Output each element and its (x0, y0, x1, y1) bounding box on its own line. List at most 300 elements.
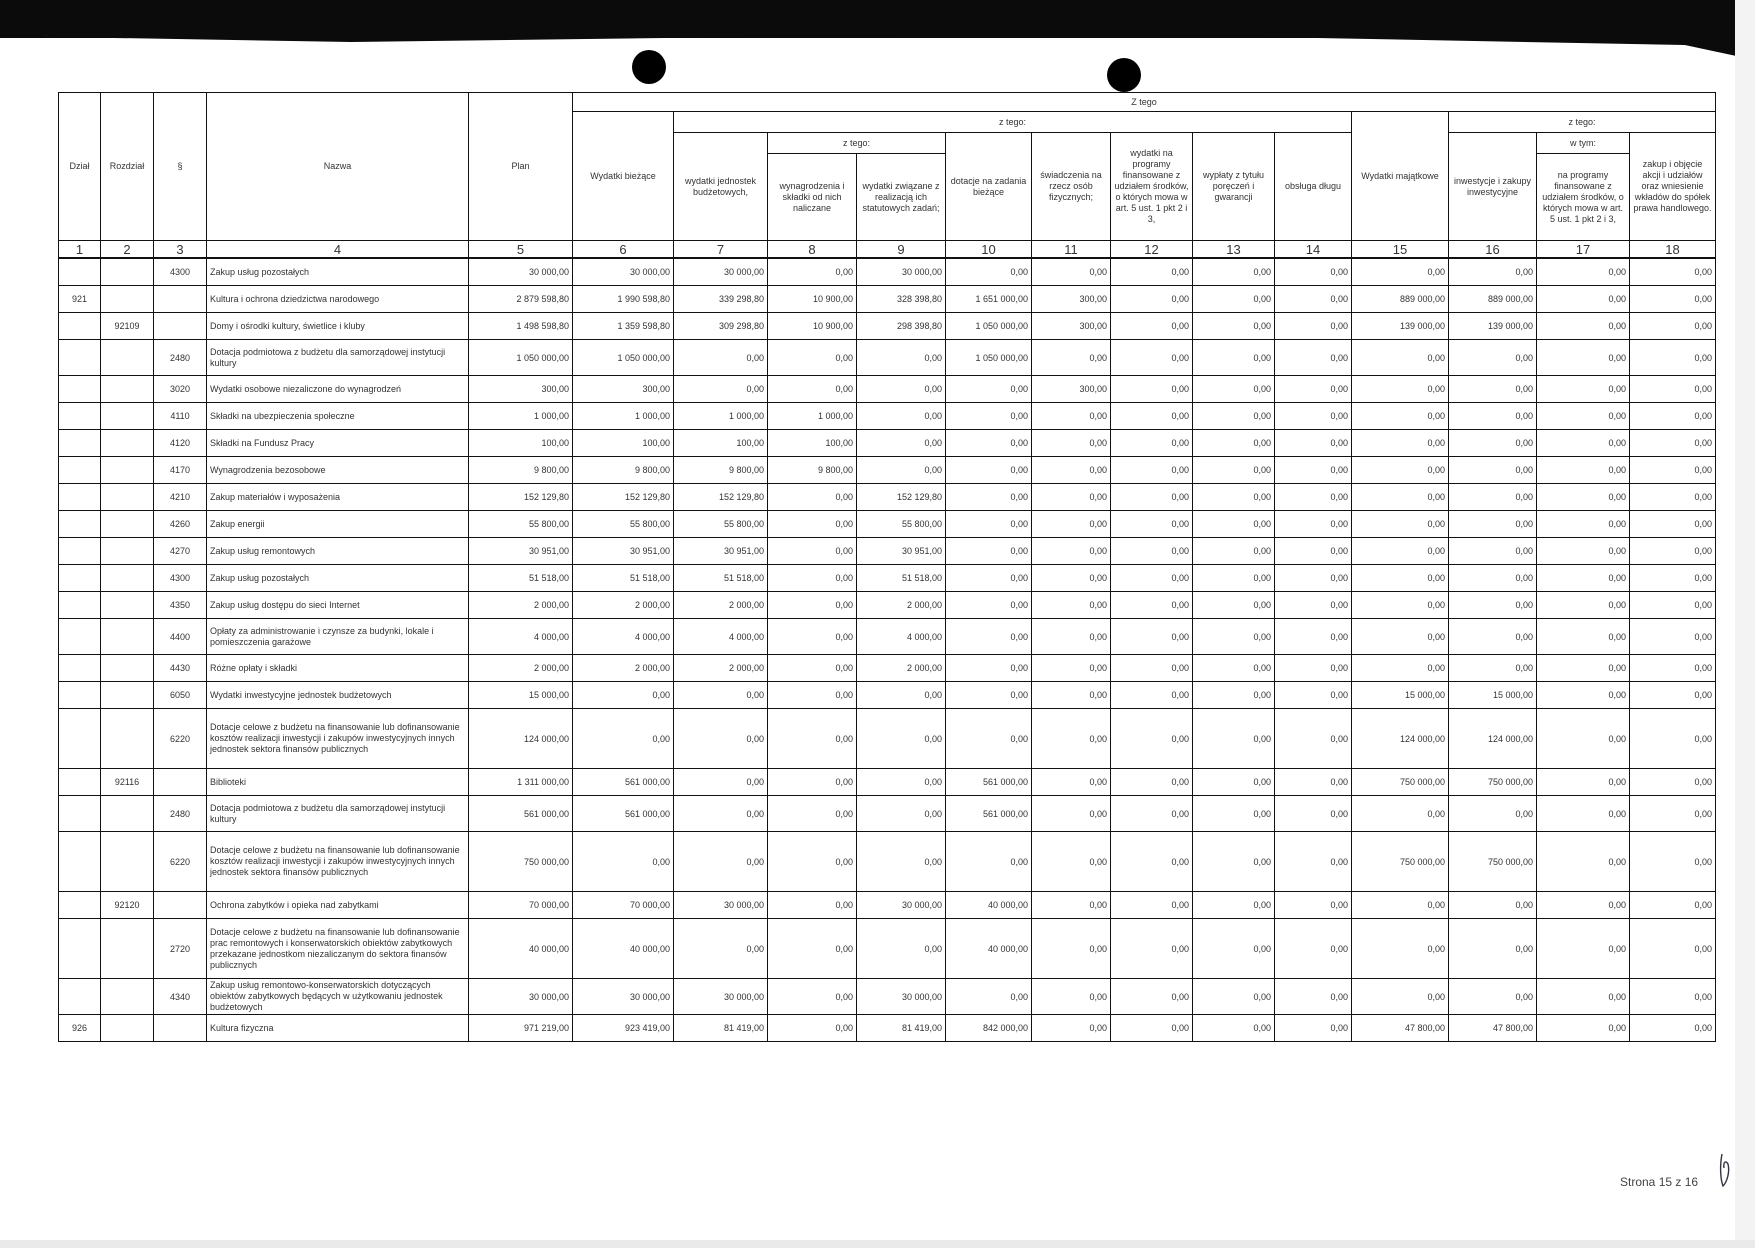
cell-wyplaty: 0,00 (1193, 565, 1275, 592)
cell-wyplaty: 0,00 (1193, 457, 1275, 484)
cell-zakup-akcji: 0,00 (1630, 403, 1716, 430)
cell-programy-ue: 0,00 (1111, 286, 1193, 313)
cell-wydatki-biezace: 9 800,00 (573, 457, 674, 484)
cell-wydatki-majatkowe: 0,00 (1352, 919, 1449, 979)
cell-inwestycje: 889 000,00 (1449, 286, 1537, 313)
cell-wydatki-zwiazane: 0,00 (857, 340, 946, 376)
cell-nazwa: Zakup materiałów i wyposażenia (207, 484, 469, 511)
column-number: 8 (768, 241, 857, 259)
cell-plan: 152 129,80 (469, 484, 573, 511)
cell-plan: 70 000,00 (469, 892, 573, 919)
cell-inwestycje: 47 800,00 (1449, 1015, 1537, 1042)
table-row (59, 457, 1716, 484)
column-number: 3 (154, 241, 207, 259)
cell-wydatki-zwiazane: 298 398,80 (857, 313, 946, 340)
cell-inwestycje: 0,00 (1449, 919, 1537, 979)
cell-wydatki-majatkowe: 47 800,00 (1352, 1015, 1449, 1042)
cell-dzial: 926 (59, 1015, 101, 1042)
cell-inwestycje: 0,00 (1449, 619, 1537, 655)
cell-paragraf (154, 769, 207, 796)
header-dzial: Dział (59, 93, 101, 241)
header-z-tego-biezace: z tego: (674, 112, 1352, 133)
cell-dotacje: 1 050 000,00 (946, 340, 1032, 376)
cell-wydatki-biezace: 100,00 (573, 430, 674, 457)
cell-wydatki-jednostek: 339 298,80 (674, 286, 768, 313)
cell-rozdzial (101, 919, 154, 979)
cell-obsluga-dlugu: 0,00 (1275, 403, 1352, 430)
cell-inwestycje: 139 000,00 (1449, 313, 1537, 340)
cell-na-programy: 0,00 (1537, 403, 1630, 430)
cell-wyplaty: 0,00 (1193, 682, 1275, 709)
cell-dotacje: 561 000,00 (946, 796, 1032, 832)
cell-swiadczenia: 0,00 (1032, 892, 1111, 919)
cell-dotacje: 561 000,00 (946, 769, 1032, 796)
cell-dotacje: 0,00 (946, 511, 1032, 538)
cell-na-programy: 0,00 (1537, 538, 1630, 565)
cell-dotacje: 0,00 (946, 682, 1032, 709)
cell-wynagrodzenia: 0,00 (768, 484, 857, 511)
cell-wydatki-majatkowe: 0,00 (1352, 655, 1449, 682)
column-number: 14 (1275, 241, 1352, 259)
cell-wynagrodzenia: 0,00 (768, 1015, 857, 1042)
cell-wydatki-majatkowe: 0,00 (1352, 796, 1449, 832)
cell-dzial (59, 979, 101, 1015)
cell-wyplaty: 0,00 (1193, 258, 1275, 286)
table-body (59, 258, 1716, 1042)
cell-zakup-akcji: 0,00 (1630, 430, 1716, 457)
table-row (59, 430, 1716, 457)
cell-wydatki-zwiazane: 0,00 (857, 403, 946, 430)
cell-inwestycje: 0,00 (1449, 892, 1537, 919)
cell-wynagrodzenia: 0,00 (768, 892, 857, 919)
cell-wydatki-majatkowe: 0,00 (1352, 565, 1449, 592)
scan-border-bottom (0, 1240, 1755, 1248)
table-row (59, 796, 1716, 832)
cell-wydatki-zwiazane: 51 518,00 (857, 565, 946, 592)
cell-dzial (59, 796, 101, 832)
cell-wyplaty: 0,00 (1193, 313, 1275, 340)
cell-wydatki-biezace: 561 000,00 (573, 796, 674, 832)
column-number: 2 (101, 241, 154, 259)
cell-rozdzial (101, 511, 154, 538)
cell-wydatki-zwiazane: 0,00 (857, 457, 946, 484)
cell-inwestycje: 750 000,00 (1449, 769, 1537, 796)
column-numbers (59, 241, 1716, 259)
cell-wydatki-biezace: 55 800,00 (573, 511, 674, 538)
cell-na-programy: 0,00 (1537, 286, 1630, 313)
cell-wydatki-zwiazane: 30 000,00 (857, 258, 946, 286)
cell-obsluga-dlugu: 0,00 (1275, 709, 1352, 769)
cell-dotacje: 40 000,00 (946, 919, 1032, 979)
cell-na-programy: 0,00 (1537, 511, 1630, 538)
cell-na-programy: 0,00 (1537, 376, 1630, 403)
cell-dotacje: 1 050 000,00 (946, 313, 1032, 340)
cell-obsluga-dlugu: 0,00 (1275, 832, 1352, 892)
cell-wynagrodzenia: 0,00 (768, 709, 857, 769)
cell-obsluga-dlugu: 0,00 (1275, 592, 1352, 619)
cell-obsluga-dlugu: 0,00 (1275, 511, 1352, 538)
cell-plan: 30 000,00 (469, 258, 573, 286)
header-paragraf: § (154, 93, 207, 241)
cell-rozdzial (101, 376, 154, 403)
cell-dzial (59, 313, 101, 340)
cell-swiadczenia: 300,00 (1032, 313, 1111, 340)
cell-dzial (59, 769, 101, 796)
cell-wydatki-majatkowe: 750 000,00 (1352, 769, 1449, 796)
cell-plan: 1 498 598,80 (469, 313, 573, 340)
cell-wydatki-majatkowe: 139 000,00 (1352, 313, 1449, 340)
cell-dotacje: 0,00 (946, 484, 1032, 511)
cell-zakup-akcji: 0,00 (1630, 511, 1716, 538)
cell-paragraf: 4110 (154, 403, 207, 430)
cell-wydatki-biezace: 1 990 598,80 (573, 286, 674, 313)
cell-plan: 1 050 000,00 (469, 340, 573, 376)
cell-wynagrodzenia: 0,00 (768, 592, 857, 619)
cell-plan: 2 000,00 (469, 592, 573, 619)
cell-na-programy: 0,00 (1537, 313, 1630, 340)
cell-nazwa: Dotacje celowe z budżetu na finansowanie lub dofinansowanie kosztów realizacji inwestycji i zakupów inwestycyjnych innych jednostek sektora finansów publicznych (207, 709, 469, 769)
cell-swiadczenia: 0,00 (1032, 709, 1111, 769)
cell-rozdzial (101, 484, 154, 511)
cell-dzial (59, 832, 101, 892)
cell-wydatki-jednostek: 1 000,00 (674, 403, 768, 430)
cell-rozdzial (101, 538, 154, 565)
column-number: 9 (857, 241, 946, 259)
cell-wynagrodzenia: 0,00 (768, 682, 857, 709)
header-obsluga-dlugu: obsługa długu (1275, 133, 1352, 241)
cell-wydatki-jednostek: 0,00 (674, 709, 768, 769)
cell-nazwa: Biblioteki (207, 769, 469, 796)
cell-programy-ue: 0,00 (1111, 1015, 1193, 1042)
cell-obsluga-dlugu: 0,00 (1275, 457, 1352, 484)
cell-swiadczenia: 0,00 (1032, 592, 1111, 619)
cell-wynagrodzenia: 10 900,00 (768, 286, 857, 313)
column-number: 12 (1111, 241, 1193, 259)
cell-wydatki-majatkowe: 889 000,00 (1352, 286, 1449, 313)
cell-programy-ue: 0,00 (1111, 313, 1193, 340)
cell-zakup-akcji: 0,00 (1630, 619, 1716, 655)
cell-wyplaty: 0,00 (1193, 538, 1275, 565)
header-rozdzial: Rozdział (101, 93, 154, 241)
cell-inwestycje: 0,00 (1449, 565, 1537, 592)
cell-wydatki-biezace: 4 000,00 (573, 619, 674, 655)
cell-na-programy: 0,00 (1537, 457, 1630, 484)
cell-wydatki-zwiazane: 0,00 (857, 682, 946, 709)
cell-obsluga-dlugu: 0,00 (1275, 376, 1352, 403)
cell-plan: 30 000,00 (469, 979, 573, 1015)
cell-zakup-akcji: 0,00 (1630, 565, 1716, 592)
cell-zakup-akcji: 0,00 (1630, 286, 1716, 313)
cell-wydatki-jednostek: 30 000,00 (674, 979, 768, 1015)
cell-plan: 561 000,00 (469, 796, 573, 832)
cell-rozdzial: 92109 (101, 313, 154, 340)
signature-mark (1718, 1152, 1732, 1188)
column-number: 5 (469, 241, 573, 259)
cell-wyplaty: 0,00 (1193, 403, 1275, 430)
cell-obsluga-dlugu: 0,00 (1275, 538, 1352, 565)
cell-wydatki-majatkowe: 0,00 (1352, 592, 1449, 619)
punch-hole-right (1107, 58, 1141, 92)
header-wydatki-jednostek: wydatki jednostek budżetowych, (674, 133, 768, 241)
cell-wynagrodzenia: 0,00 (768, 832, 857, 892)
cell-programy-ue: 0,00 (1111, 457, 1193, 484)
cell-swiadczenia: 0,00 (1032, 655, 1111, 682)
cell-obsluga-dlugu: 0,00 (1275, 655, 1352, 682)
cell-wydatki-jednostek: 152 129,80 (674, 484, 768, 511)
cell-wydatki-jednostek: 0,00 (674, 919, 768, 979)
cell-wydatki-zwiazane: 328 398,80 (857, 286, 946, 313)
cell-wydatki-biezace: 51 518,00 (573, 565, 674, 592)
cell-rozdzial (101, 682, 154, 709)
cell-wynagrodzenia: 0,00 (768, 796, 857, 832)
header-dotacje: dotacje na zadania bieżące (946, 133, 1032, 241)
cell-dotacje: 0,00 (946, 403, 1032, 430)
cell-wydatki-majatkowe: 750 000,00 (1352, 832, 1449, 892)
cell-wydatki-zwiazane: 4 000,00 (857, 619, 946, 655)
cell-rozdzial (101, 565, 154, 592)
cell-nazwa: Zakup energii (207, 511, 469, 538)
cell-obsluga-dlugu: 0,00 (1275, 682, 1352, 709)
cell-programy-ue: 0,00 (1111, 655, 1193, 682)
cell-rozdzial (101, 979, 154, 1015)
cell-dzial (59, 484, 101, 511)
cell-wydatki-zwiazane: 30 000,00 (857, 892, 946, 919)
cell-wynagrodzenia: 0,00 (768, 655, 857, 682)
cell-swiadczenia: 0,00 (1032, 403, 1111, 430)
table-row (59, 286, 1716, 313)
header-wydatki-zwiazane: wydatki związane z realizacją ich statutowych zadań; (857, 154, 946, 241)
cell-wydatki-biezace: 300,00 (573, 376, 674, 403)
cell-wydatki-majatkowe: 0,00 (1352, 892, 1449, 919)
cell-wyplaty: 0,00 (1193, 832, 1275, 892)
cell-wydatki-jednostek: 2 000,00 (674, 592, 768, 619)
table-row (59, 592, 1716, 619)
cell-dzial (59, 892, 101, 919)
column-number: 13 (1193, 241, 1275, 259)
cell-dotacje: 0,00 (946, 592, 1032, 619)
cell-wydatki-zwiazane: 152 129,80 (857, 484, 946, 511)
cell-plan: 40 000,00 (469, 919, 573, 979)
cell-wynagrodzenia: 0,00 (768, 511, 857, 538)
cell-dzial (59, 457, 101, 484)
cell-dotacje: 0,00 (946, 457, 1032, 484)
cell-dotacje: 0,00 (946, 538, 1032, 565)
cell-inwestycje: 0,00 (1449, 403, 1537, 430)
cell-programy-ue: 0,00 (1111, 832, 1193, 892)
cell-rozdzial (101, 340, 154, 376)
cell-inwestycje: 0,00 (1449, 340, 1537, 376)
cell-programy-ue: 0,00 (1111, 258, 1193, 286)
cell-programy-ue: 0,00 (1111, 538, 1193, 565)
cell-dzial (59, 682, 101, 709)
cell-swiadczenia: 0,00 (1032, 565, 1111, 592)
cell-rozdzial (101, 619, 154, 655)
cell-wydatki-zwiazane: 0,00 (857, 376, 946, 403)
cell-zakup-akcji: 0,00 (1630, 258, 1716, 286)
cell-paragraf: 4430 (154, 655, 207, 682)
cell-wydatki-zwiazane: 30 000,00 (857, 979, 946, 1015)
cell-dzial (59, 592, 101, 619)
header-nazwa: Nazwa (207, 93, 469, 241)
cell-dotacje: 0,00 (946, 430, 1032, 457)
cell-inwestycje: 0,00 (1449, 538, 1537, 565)
column-number: 7 (674, 241, 768, 259)
cell-nazwa: Zakup usług remontowych (207, 538, 469, 565)
cell-rozdzial (101, 832, 154, 892)
cell-inwestycje: 750 000,00 (1449, 832, 1537, 892)
cell-paragraf: 4350 (154, 592, 207, 619)
cell-programy-ue: 0,00 (1111, 619, 1193, 655)
cell-wydatki-biezace: 70 000,00 (573, 892, 674, 919)
cell-obsluga-dlugu: 0,00 (1275, 892, 1352, 919)
cell-nazwa: Opłaty za administrowanie i czynsze za budynki, lokale i pomieszczenia garażowe (207, 619, 469, 655)
cell-zakup-akcji: 0,00 (1630, 376, 1716, 403)
cell-wyplaty: 0,00 (1193, 1015, 1275, 1042)
cell-wyplaty: 0,00 (1193, 709, 1275, 769)
cell-obsluga-dlugu: 0,00 (1275, 340, 1352, 376)
cell-plan: 124 000,00 (469, 709, 573, 769)
cell-inwestycje: 0,00 (1449, 511, 1537, 538)
column-number: 16 (1449, 241, 1537, 259)
cell-rozdzial (101, 403, 154, 430)
cell-swiadczenia: 0,00 (1032, 511, 1111, 538)
table-row (59, 1015, 1716, 1042)
column-number: 4 (207, 241, 469, 259)
cell-plan: 15 000,00 (469, 682, 573, 709)
cell-wydatki-majatkowe: 0,00 (1352, 258, 1449, 286)
cell-wydatki-majatkowe: 0,00 (1352, 457, 1449, 484)
cell-zakup-akcji: 0,00 (1630, 919, 1716, 979)
cell-dotacje: 0,00 (946, 565, 1032, 592)
cell-wynagrodzenia: 9 800,00 (768, 457, 857, 484)
cell-zakup-akcji: 0,00 (1630, 769, 1716, 796)
cell-wynagrodzenia: 0,00 (768, 538, 857, 565)
cell-paragraf: 4210 (154, 484, 207, 511)
cell-wynagrodzenia: 1 000,00 (768, 403, 857, 430)
cell-swiadczenia: 0,00 (1032, 340, 1111, 376)
cell-wydatki-jednostek: 309 298,80 (674, 313, 768, 340)
cell-wydatki-majatkowe: 0,00 (1352, 484, 1449, 511)
cell-plan: 1 000,00 (469, 403, 573, 430)
cell-obsluga-dlugu: 0,00 (1275, 313, 1352, 340)
cell-wydatki-jednostek: 30 951,00 (674, 538, 768, 565)
cell-wyplaty: 0,00 (1193, 796, 1275, 832)
cell-swiadczenia: 0,00 (1032, 682, 1111, 709)
cell-plan: 750 000,00 (469, 832, 573, 892)
cell-zakup-akcji: 0,00 (1630, 592, 1716, 619)
cell-wynagrodzenia: 0,00 (768, 919, 857, 979)
cell-wynagrodzenia: 0,00 (768, 769, 857, 796)
cell-nazwa: Składki na Fundusz Pracy (207, 430, 469, 457)
cell-wydatki-zwiazane: 2 000,00 (857, 592, 946, 619)
table-row (59, 709, 1716, 769)
cell-programy-ue: 0,00 (1111, 403, 1193, 430)
cell-swiadczenia: 0,00 (1032, 538, 1111, 565)
cell-paragraf: 6220 (154, 709, 207, 769)
cell-wynagrodzenia: 0,00 (768, 376, 857, 403)
cell-paragraf: 2480 (154, 796, 207, 832)
cell-wydatki-jednostek: 0,00 (674, 832, 768, 892)
cell-programy-ue: 0,00 (1111, 709, 1193, 769)
cell-zakup-akcji: 0,00 (1630, 538, 1716, 565)
table-row (59, 484, 1716, 511)
cell-zakup-akcji: 0,00 (1630, 682, 1716, 709)
table-row (59, 313, 1716, 340)
table-row (59, 919, 1716, 979)
table-row (59, 655, 1716, 682)
cell-swiadczenia: 0,00 (1032, 796, 1111, 832)
cell-rozdzial (101, 592, 154, 619)
table-row (59, 340, 1716, 376)
cell-programy-ue: 0,00 (1111, 484, 1193, 511)
cell-plan: 100,00 (469, 430, 573, 457)
table-row (59, 376, 1716, 403)
cell-swiadczenia: 300,00 (1032, 376, 1111, 403)
cell-wydatki-biezace: 30 000,00 (573, 258, 674, 286)
cell-dotacje: 0,00 (946, 376, 1032, 403)
cell-plan: 971 219,00 (469, 1015, 573, 1042)
cell-wynagrodzenia: 10 900,00 (768, 313, 857, 340)
cell-swiadczenia: 0,00 (1032, 484, 1111, 511)
cell-swiadczenia: 0,00 (1032, 979, 1111, 1015)
cell-wydatki-majatkowe: 15 000,00 (1352, 682, 1449, 709)
cell-plan: 1 311 000,00 (469, 769, 573, 796)
cell-obsluga-dlugu: 0,00 (1275, 796, 1352, 832)
cell-wydatki-biezace: 2 000,00 (573, 592, 674, 619)
cell-wynagrodzenia: 0,00 (768, 340, 857, 376)
cell-nazwa: Dotacja podmiotowa z budżetu dla samorządowej instytucji kultury (207, 340, 469, 376)
cell-dzial (59, 655, 101, 682)
cell-wydatki-biezace: 0,00 (573, 709, 674, 769)
cell-zakup-akcji: 0,00 (1630, 457, 1716, 484)
cell-wydatki-biezace: 0,00 (573, 682, 674, 709)
cell-wydatki-zwiazane: 0,00 (857, 769, 946, 796)
budget-table (58, 92, 1716, 1042)
cell-inwestycje: 0,00 (1449, 796, 1537, 832)
cell-wydatki-jednostek: 0,00 (674, 376, 768, 403)
header-z-tego-top: Z tego (573, 93, 1716, 112)
cell-dzial (59, 511, 101, 538)
cell-wydatki-biezace: 1 050 000,00 (573, 340, 674, 376)
cell-dzial: 921 (59, 286, 101, 313)
cell-rozdzial (101, 796, 154, 832)
cell-wydatki-biezace: 30 000,00 (573, 979, 674, 1015)
cell-obsluga-dlugu: 0,00 (1275, 769, 1352, 796)
cell-zakup-akcji: 0,00 (1630, 796, 1716, 832)
header-wynagrodzenia: wynagrodzenia i składki od nich naliczane (768, 154, 857, 241)
cell-inwestycje: 124 000,00 (1449, 709, 1537, 769)
cell-wydatki-zwiazane: 81 419,00 (857, 1015, 946, 1042)
header-plan: Plan (469, 93, 573, 241)
cell-paragraf: 2480 (154, 340, 207, 376)
cell-nazwa: Zakup usług remontowo-konserwatorskich dotyczących obiektów zabytkowych będących w użytkowaniu jednostek budżetowych (207, 979, 469, 1015)
cell-wynagrodzenia: 0,00 (768, 258, 857, 286)
cell-dotacje: 0,00 (946, 979, 1032, 1015)
cell-wydatki-zwiazane: 0,00 (857, 709, 946, 769)
cell-paragraf: 3020 (154, 376, 207, 403)
table-row (59, 979, 1716, 1015)
cell-dzial (59, 538, 101, 565)
cell-paragraf: 6220 (154, 832, 207, 892)
cell-na-programy: 0,00 (1537, 1015, 1630, 1042)
header-zakup-akcji: zakup i objęcie akcji i udziałów oraz wniesienie wkładów do spółek prawa handlowego. (1630, 133, 1716, 241)
cell-plan: 9 800,00 (469, 457, 573, 484)
cell-paragraf: 4260 (154, 511, 207, 538)
cell-programy-ue: 0,00 (1111, 340, 1193, 376)
cell-paragraf (154, 286, 207, 313)
cell-inwestycje: 15 000,00 (1449, 682, 1537, 709)
header-programy-ue: wydatki na programy finansowane z udziałem środków, o których mowa w art. 5 ust. 1 pkt 2 i 3, (1111, 133, 1193, 241)
